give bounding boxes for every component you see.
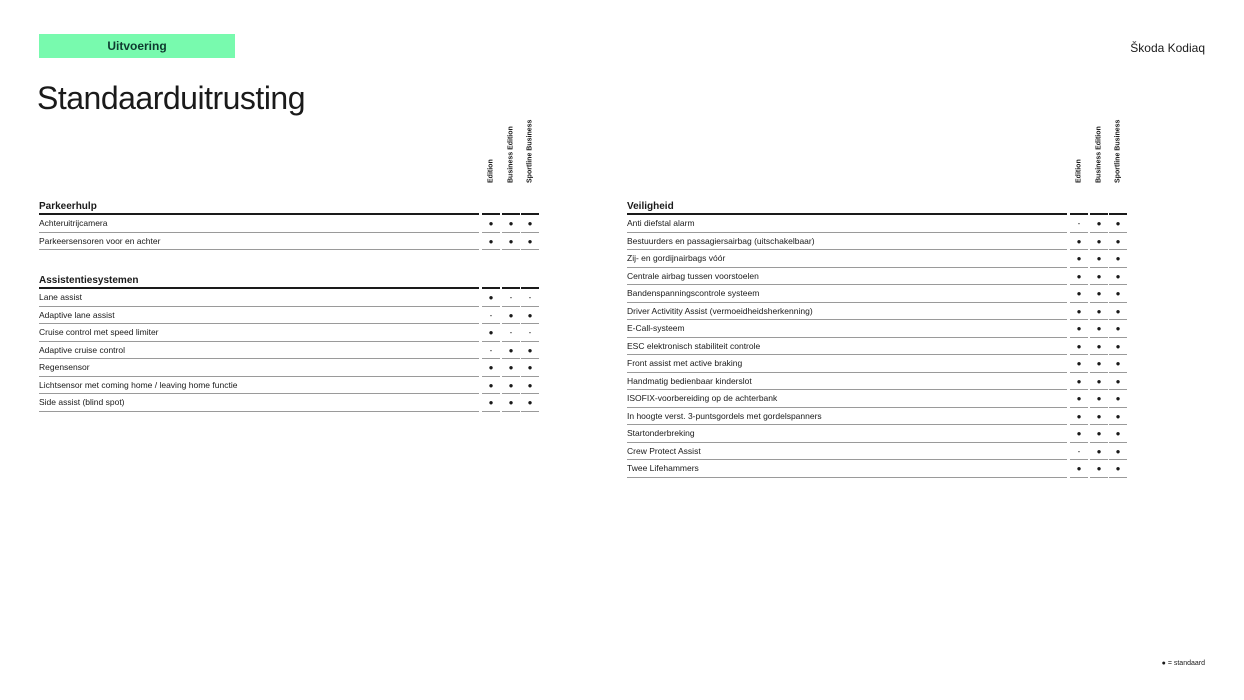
column-header	[1069, 118, 1089, 190]
standard-dot: ●	[1109, 250, 1127, 268]
table-row	[627, 285, 1127, 303]
standard-dot: ●	[521, 342, 539, 360]
standard-dot: ●	[521, 359, 539, 377]
standard-dot: ●	[1090, 390, 1108, 408]
not-available-dash: -	[482, 342, 500, 360]
standard-dot: ●	[1109, 355, 1127, 373]
standard-dot: ●	[1109, 390, 1127, 408]
standard-dot: ●	[482, 377, 500, 395]
row-label: Centrale airbag tussen voorstoelen	[627, 268, 1067, 286]
row-label: Lichtsensor met coming home / leaving home functie	[39, 377, 479, 395]
row-label: Parkeersensoren voor en achter	[39, 233, 479, 251]
row-label: Bestuurders en passagiersairbag (uitschakelbaar)	[627, 233, 1067, 251]
standard-dot: ●	[1109, 443, 1127, 461]
table-row	[627, 268, 1127, 286]
row-label: Achteruitrijcamera	[39, 215, 479, 233]
standard-dot: ●	[1109, 215, 1127, 233]
table-row	[627, 408, 1127, 426]
table-row	[627, 390, 1127, 408]
standard-dot: ●	[1109, 268, 1127, 286]
column-header	[1108, 118, 1128, 190]
row-label: Zij- en gordijnairbags vóór	[627, 250, 1067, 268]
not-available-dash: -	[1070, 215, 1088, 233]
table-row	[39, 289, 539, 307]
not-available-dash: -	[502, 324, 520, 342]
not-available-dash: -	[521, 324, 539, 342]
standard-dot: ●	[1090, 303, 1108, 321]
standard-dot: ●	[1070, 338, 1088, 356]
table-row	[627, 215, 1127, 233]
standard-dot: ●	[1090, 425, 1108, 443]
standard-dot: ●	[1070, 373, 1088, 391]
row-label: Side assist (blind spot)	[39, 394, 479, 412]
section-title: Veiligheid	[627, 198, 1127, 215]
standard-dot: ●	[1090, 338, 1108, 356]
column-header-label: Business Edition	[1095, 126, 1103, 183]
standard-dot: ●	[521, 215, 539, 233]
standard-dot: ●	[482, 233, 500, 251]
standard-dot: ●	[1070, 355, 1088, 373]
standard-dot: ●	[502, 215, 520, 233]
row-label: Crew Protect Assist	[627, 443, 1067, 461]
table-row	[627, 443, 1127, 461]
standard-dot: ●	[502, 359, 520, 377]
column-header	[501, 118, 521, 190]
standard-dot: ●	[521, 307, 539, 325]
standard-dot: ●	[1090, 408, 1108, 426]
row-label: ESC elektronisch stabiliteit controle	[627, 338, 1067, 356]
standard-dot: ●	[1090, 285, 1108, 303]
standard-dot: ●	[521, 394, 539, 412]
table-row	[627, 338, 1127, 356]
column-header-label: Sportline Business	[526, 119, 534, 183]
column-header-label: Edition	[1075, 159, 1083, 183]
standard-dot: ●	[1070, 408, 1088, 426]
standard-dot: ●	[482, 394, 500, 412]
column-header-label: Business Edition	[507, 126, 515, 183]
row-label: Cruise control met speed limiter	[39, 324, 479, 342]
standard-dot: ●	[502, 233, 520, 251]
standard-dot: ●	[1070, 390, 1088, 408]
standard-dot: ●	[521, 233, 539, 251]
standard-dot: ●	[1090, 215, 1108, 233]
table-row	[627, 303, 1127, 321]
standard-dot: ●	[1109, 425, 1127, 443]
standard-dot: ●	[502, 307, 520, 325]
standard-dot: ●	[1090, 233, 1108, 251]
row-label: Regensensor	[39, 359, 479, 377]
standard-dot: ●	[1109, 408, 1127, 426]
row-label: Bandenspanningscontrole systeem	[627, 285, 1067, 303]
row-label: ISOFIX-voorbereiding op de achterbank	[627, 390, 1067, 408]
table-row	[39, 359, 539, 377]
brand-name: Škoda Kodiaq	[1130, 41, 1205, 55]
row-label: In hoogte verst. 3-puntsgordels met gordelspanners	[627, 408, 1067, 426]
standard-dot: ●	[1109, 338, 1127, 356]
standard-dot: ●	[1070, 303, 1088, 321]
row-label: Front assist met active braking	[627, 355, 1067, 373]
column-headers	[627, 120, 1127, 194]
table-row	[627, 460, 1127, 478]
standard-dot: ●	[1090, 320, 1108, 338]
not-available-dash: -	[521, 289, 539, 307]
row-label: Lane assist	[39, 289, 479, 307]
standard-dot: ●	[1090, 355, 1108, 373]
table-row	[39, 324, 539, 342]
standard-dot: ●	[1109, 320, 1127, 338]
table-row	[39, 342, 539, 360]
left-equipment-table	[39, 120, 539, 412]
section-spacer	[39, 250, 539, 268]
standard-dot: ●	[1070, 460, 1088, 478]
table-row	[39, 233, 539, 251]
column-header	[1089, 118, 1109, 190]
standard-dot: ●	[1109, 285, 1127, 303]
not-available-dash: -	[502, 289, 520, 307]
standard-dot: ●	[1070, 285, 1088, 303]
section-tag: Uitvoering	[39, 34, 235, 58]
standard-dot: ●	[521, 377, 539, 395]
standard-dot: ●	[1090, 268, 1108, 286]
table-row	[627, 355, 1127, 373]
legend: ● = standaard	[1161, 660, 1205, 667]
page-title: Standaarduitrusting	[37, 80, 306, 116]
table-row	[627, 425, 1127, 443]
table-row	[39, 377, 539, 395]
table-row	[39, 307, 539, 325]
standard-dot: ●	[1070, 250, 1088, 268]
standard-dot: ●	[482, 289, 500, 307]
not-available-dash: -	[1070, 443, 1088, 461]
standard-dot: ●	[1070, 425, 1088, 443]
row-label: Startonderbreking	[627, 425, 1067, 443]
standard-dot: ●	[502, 342, 520, 360]
standard-dot: ●	[1109, 460, 1127, 478]
column-header-label: Edition	[487, 159, 495, 183]
standard-dot: ●	[482, 324, 500, 342]
column-header	[520, 118, 540, 190]
standard-dot: ●	[482, 359, 500, 377]
right-equipment-table	[627, 120, 1127, 478]
row-label: Twee Lifehammers	[627, 460, 1067, 478]
table-row	[39, 394, 539, 412]
standard-dot: ●	[1109, 303, 1127, 321]
row-label: Adaptive lane assist	[39, 307, 479, 325]
standard-dot: ●	[1109, 233, 1127, 251]
standard-dot: ●	[1070, 320, 1088, 338]
section-title: Parkeerhulp	[39, 198, 539, 215]
table-row	[39, 215, 539, 233]
table-row	[627, 250, 1127, 268]
row-label: Adaptive cruise control	[39, 342, 479, 360]
standard-dot: ●	[502, 377, 520, 395]
standard-dot: ●	[1070, 233, 1088, 251]
table-row	[627, 320, 1127, 338]
row-label: E-Call-systeem	[627, 320, 1067, 338]
standard-dot: ●	[1090, 460, 1108, 478]
table-row	[627, 233, 1127, 251]
standard-dot: ●	[1070, 268, 1088, 286]
standard-dot: ●	[1090, 250, 1108, 268]
standard-dot: ●	[482, 215, 500, 233]
column-header-label: Sportline Business	[1114, 119, 1122, 183]
section-title: Assistentiesystemen	[39, 272, 539, 289]
standard-dot: ●	[1109, 373, 1127, 391]
column-header	[481, 118, 501, 190]
standard-dot: ●	[1090, 443, 1108, 461]
not-available-dash: -	[482, 307, 500, 325]
column-headers	[39, 120, 539, 194]
standard-dot: ●	[1090, 373, 1108, 391]
row-label: Anti diefstal alarm	[627, 215, 1067, 233]
standard-dot: ●	[502, 394, 520, 412]
table-row	[627, 373, 1127, 391]
row-label: Driver Activitity Assist (vermoeidheidsherkenning)	[627, 303, 1067, 321]
row-label: Handmatig bedienbaar kinderslot	[627, 373, 1067, 391]
